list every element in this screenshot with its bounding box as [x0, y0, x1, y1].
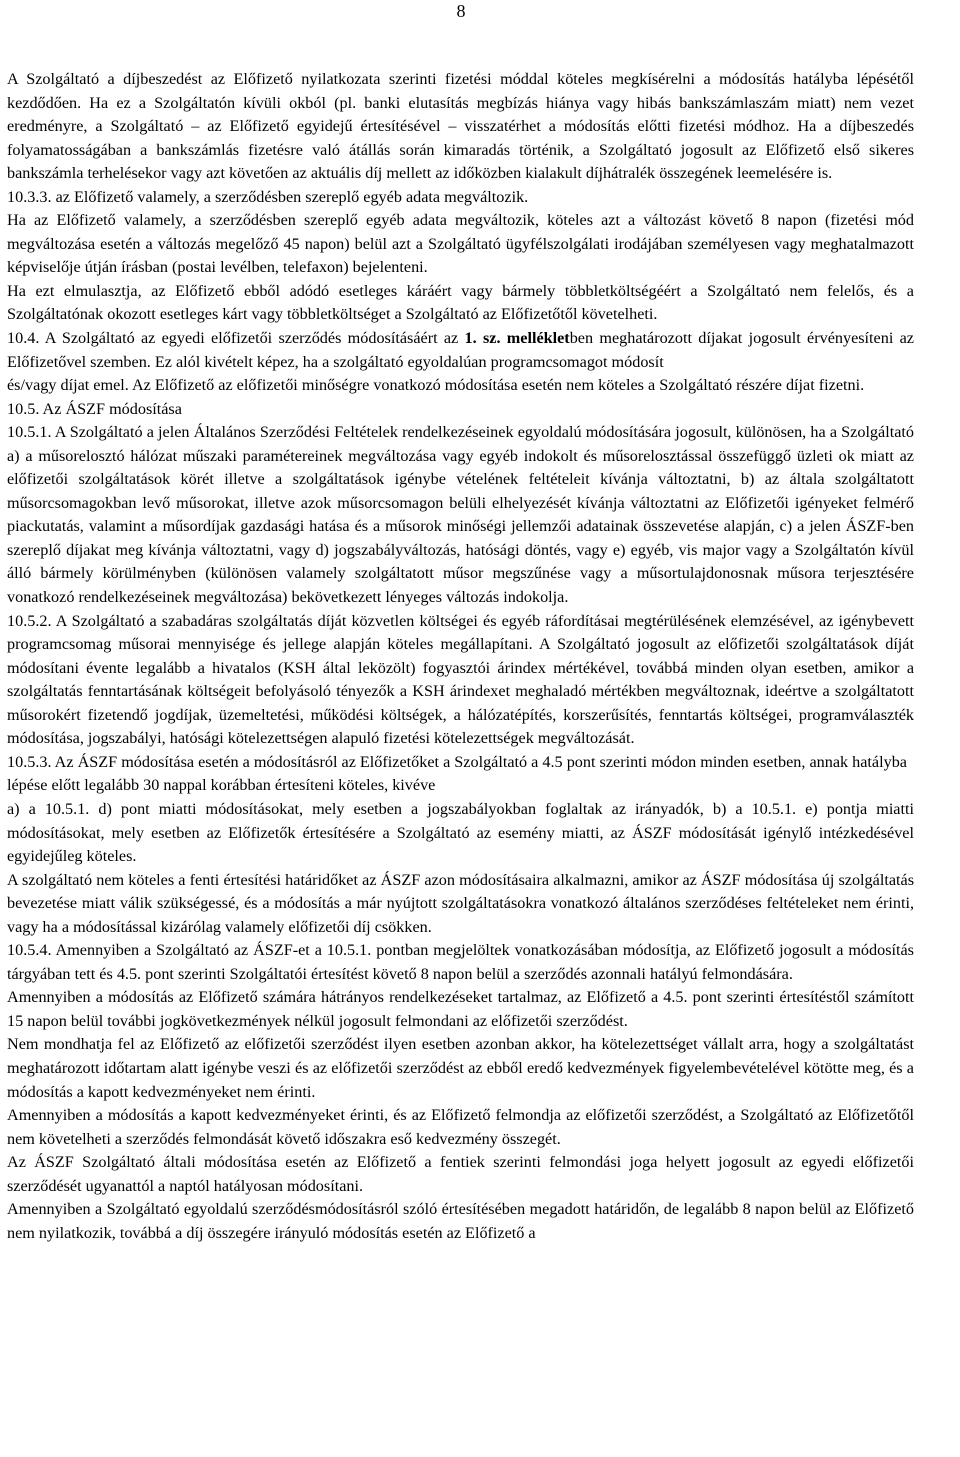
paragraph-10-4-start: 10.4. A Szolgáltató az egyedi előfizetői szerződés módosításáért az	[7, 329, 465, 348]
paragraph-10-5-2: 10.5.2. A Szolgáltató a szabadáras szolgáltatás díját közvetlen költségei és egyéb ráfordításai megtérülésének elemzésével, az igénybevett programcsomag műsorai mennyisége és jellege alapján köteles megállapítani. A Szolgáltató jogosult az előfizetői szolgáltatások díját módosítani évente legalább a hivatalos (KSH által leközölt) fogyasztói árindex mértékével, továbbá minden olyan esetben, amikor a szolgáltatás fenntartásának költségeit befolyásoló tényezők a KSH árindexet meghaladó mértékben megváltoznak, ideértve a szolgáltatott műsorokért fizetendő jogdíjak, üzemeltetési, működési költségek, a hálózatépítés, korszerűsítés, fenntartás költségei, programválaszték módosítása, jogszabályi, hatósági kötelezettségen alapuló fizetési kötelezettségek megváltozását.	[7, 611, 914, 748]
paragraph-exceptions: a) a 10.5.1. d) pont miatti módosításokat, mely esetben a jogszabályokban foglaltak az irányadók, b) a 10.5.1. e) pontja miatti módosításokat, mely esetben az Előfizetők értesítésére a Szolgáltató az esemény miatti, az ÁSZF módosítását igénylő intézkedésével egyidejűleg köteles.	[7, 799, 914, 866]
section-10-3-3-heading: 10.3.3. az Előfizető valamely, a szerződésben szereplő egyéb adata megváltozik.	[7, 187, 529, 206]
document-body	[7, 68, 914, 1245]
paragraph-10-5-3: 10.5.3. Az ÁSZF módosítása esetén a módosításról az Előfizetőket a Szolgáltató a 4.5 pont szerinti módon minden esetben, annak hatályba lépése előtt legalább 30 nappal korábban értesíteni köteles, kivéve	[7, 752, 907, 795]
paragraph-commitment: Nem mondhatja fel az Előfizető az előfizetői szerződést ilyen esetben azonban akkor, ha kötelezettséget vállalt arra, hogy a szolgáltatást meghatározott időtartam alatt igénybe veszi és az előfizetői szerződést az ebből eredő kedvezmények figyelembevételével kötötte meg, és a módosítás a kapott kedvezményeket nem érinti.	[7, 1035, 914, 1101]
paragraph-data-change: Ha az Előfizető valamely, a szerződésben szereplő egyéb adata megváltozik, köteles azt a változást követő 8 napon (fizetési mód megváltozása esetén a változás megelőző 45 napon) belül azt a Szolgáltató ügyfélszolgálati irodájában személyesen vagy meghatalmazott képviselője útján írásban (postai levélben, telefaxon) bejelenteni.	[7, 211, 914, 277]
annex-reference: 1. sz. melléklet	[464, 329, 570, 348]
paragraph-10-5-1: 10.5.1. A Szolgáltató a jelen Általános Szerződési Feltételek rendelkezéseinek egyoldalú módosítására jogosult, különösen, ha a Szolgáltató a) a műsorelosztó hálózat műszaki paramétereinek megváltozása vagy egyéb indokolt és műsorelosztással összefüggő üzleti ok miatt az előfizetői szolgáltatások körét illetve a szolgáltatások igénybe vételének feltételeit kívánja változtatni, b) az általa szolgáltatott műsorcsomagokban levő műsorokat, illetve azok műsorcsomagon belüli elhelyezését kívánja változtatni az Előfizetői igényeket felmérő piackutatás, valamint a műsordíjak gazdasági hatása és a műsorok minőségi jellemzői adatainak összevetése alapján, c) a jelen ÁSZF-ben szereplő díjakat meg kívánja változtatni, vagy d) jogszabályváltozás, hatósági döntés, vagy e) egyéb, vis major vagy a Szolgáltatón kívül álló bármely körülményben (különösen valamely szolgáltatott műsor megszűnése vagy a műsortulajdonosnak műsora terjesztésére vonatkozó rendelkezéseinek megváltozása) bekövetkezett lényeges változás indokolja.	[7, 423, 914, 607]
paragraph-contract-modification: Az ÁSZF Szolgáltató általi módosítása esetén az Előfizető a fentiek szerinti felmondási joga helyett jogosult az egyedi előfizetői szerződését ugyanattól a naptól hatályosan módosítani.	[7, 1153, 914, 1195]
paragraph-direct-debit: A Szolgáltató a díjbeszedést az Előfizető nyilatkozata szerinti fizetési móddal köteles megkísérelni a módosítás hatályba lépésétől kezdődően. Ha ez a Szolgáltatón kívüli okból (pl. banki elutasítás megbízás hiánya vagy hibás bankszámlaszám miatt) nem vezet eredményre, a Szolgáltató – az Előfizető egyidejű értesítésével – visszatérhet a módosítás előtti fizetési módhoz. Ha a díjbeszedés folyamatosságában a bankszámlás fizetésre való átállás során kimaradás történik, a Szolgáltató jogosult az Előfizető első sikeres bankszámla terhelésekor vagy azt követően az aktuális díj mellett az időközben kialakult díjhátralék összegének leemelésére is.	[7, 70, 914, 183]
paragraph-10-4-rest: ben meghatározott díjakat jogosult érvényesíteni az Előfizetővel szemben. Ez alól kivételt képez, ha a szolgáltató egyoldalúan programcsomagot módosít	[7, 329, 914, 371]
paragraph-liability: Ha ezt elmulasztja, az Előfizető ebből adódó esetleges káráért vagy bármely többletköltségéért a Szolgáltató nem felelős, és a Szolgáltatónak okozott esetleges kárt vagy többletköltséget a Szolgáltató az Előfizetőtől követelheti.	[7, 281, 914, 324]
paragraph-no-response: Amennyiben a Szolgáltató egyoldalú szerződésmódosításról szóló értesítésében megadott határidőn, de legalább 8 napon belül az Előfizető nem nyilatkozik, továbbá a díj összegére irányuló módosítás esetén az Előfizető a	[7, 1200, 914, 1242]
section-10-5-heading: 10.5. Az ÁSZF módosítása	[7, 399, 182, 418]
paragraph-10-5-4: 10.5.4. Amennyiben a Szolgáltató az ÁSZF-et a 10.5.1. pontban megjelöltek vonatkozásában módosítja, az Előfizető jogosult a módosítás tárgyában tett és 4.5. pont szerinti Szolgáltatói értesítést követő 8 napon belül a szerződés azonnali hatályú felmondására.	[7, 941, 914, 983]
paragraph-10-4	[7, 327, 914, 374]
paragraph-notice-exemption: A szolgáltató nem köteles a fenti értesítési határidőket az ÁSZF azon módosításaira alkalmazni, amikor az ÁSZF módosítása új szolgáltatás bevezetése miatt válik szükségessé, és a módosítás a már nyújtott szolgáltatásokra vonatkozó általános szerződéses feltételeket nem érinti, vagy ha a módosítással kizárólag valamely előfizetői díj csökken.	[7, 870, 914, 936]
paragraph-disadvantageous-change: Amennyiben a módosítás az Előfizető számára hátrányos rendelkezéseket tartalmaz, az Előfizető a 4.5. pont szerinti értesítéstől számított 15 napon belül további jogkövetkezmények nélkül jogosult felmondani az előfizetői szerződést.	[7, 988, 914, 1030]
page-number: 8	[456, 1, 466, 21]
paragraph-fee-increase: és/vagy díjat emel. Az Előfizető az előfizetői minőségre vonatkozó módosítása esetén nem köteles a Szolgáltató részére díjat fizetni.	[7, 376, 865, 395]
paragraph-discounts: Amennyiben a módosítás a kapott kedvezményeket érinti, és az Előfizető felmondja az előfizetői szerződést, a Szolgáltató az Előfizetőtől nem követelheti a szerződés felmondását követő időszakra eső kedvezmény összegét.	[7, 1106, 914, 1148]
